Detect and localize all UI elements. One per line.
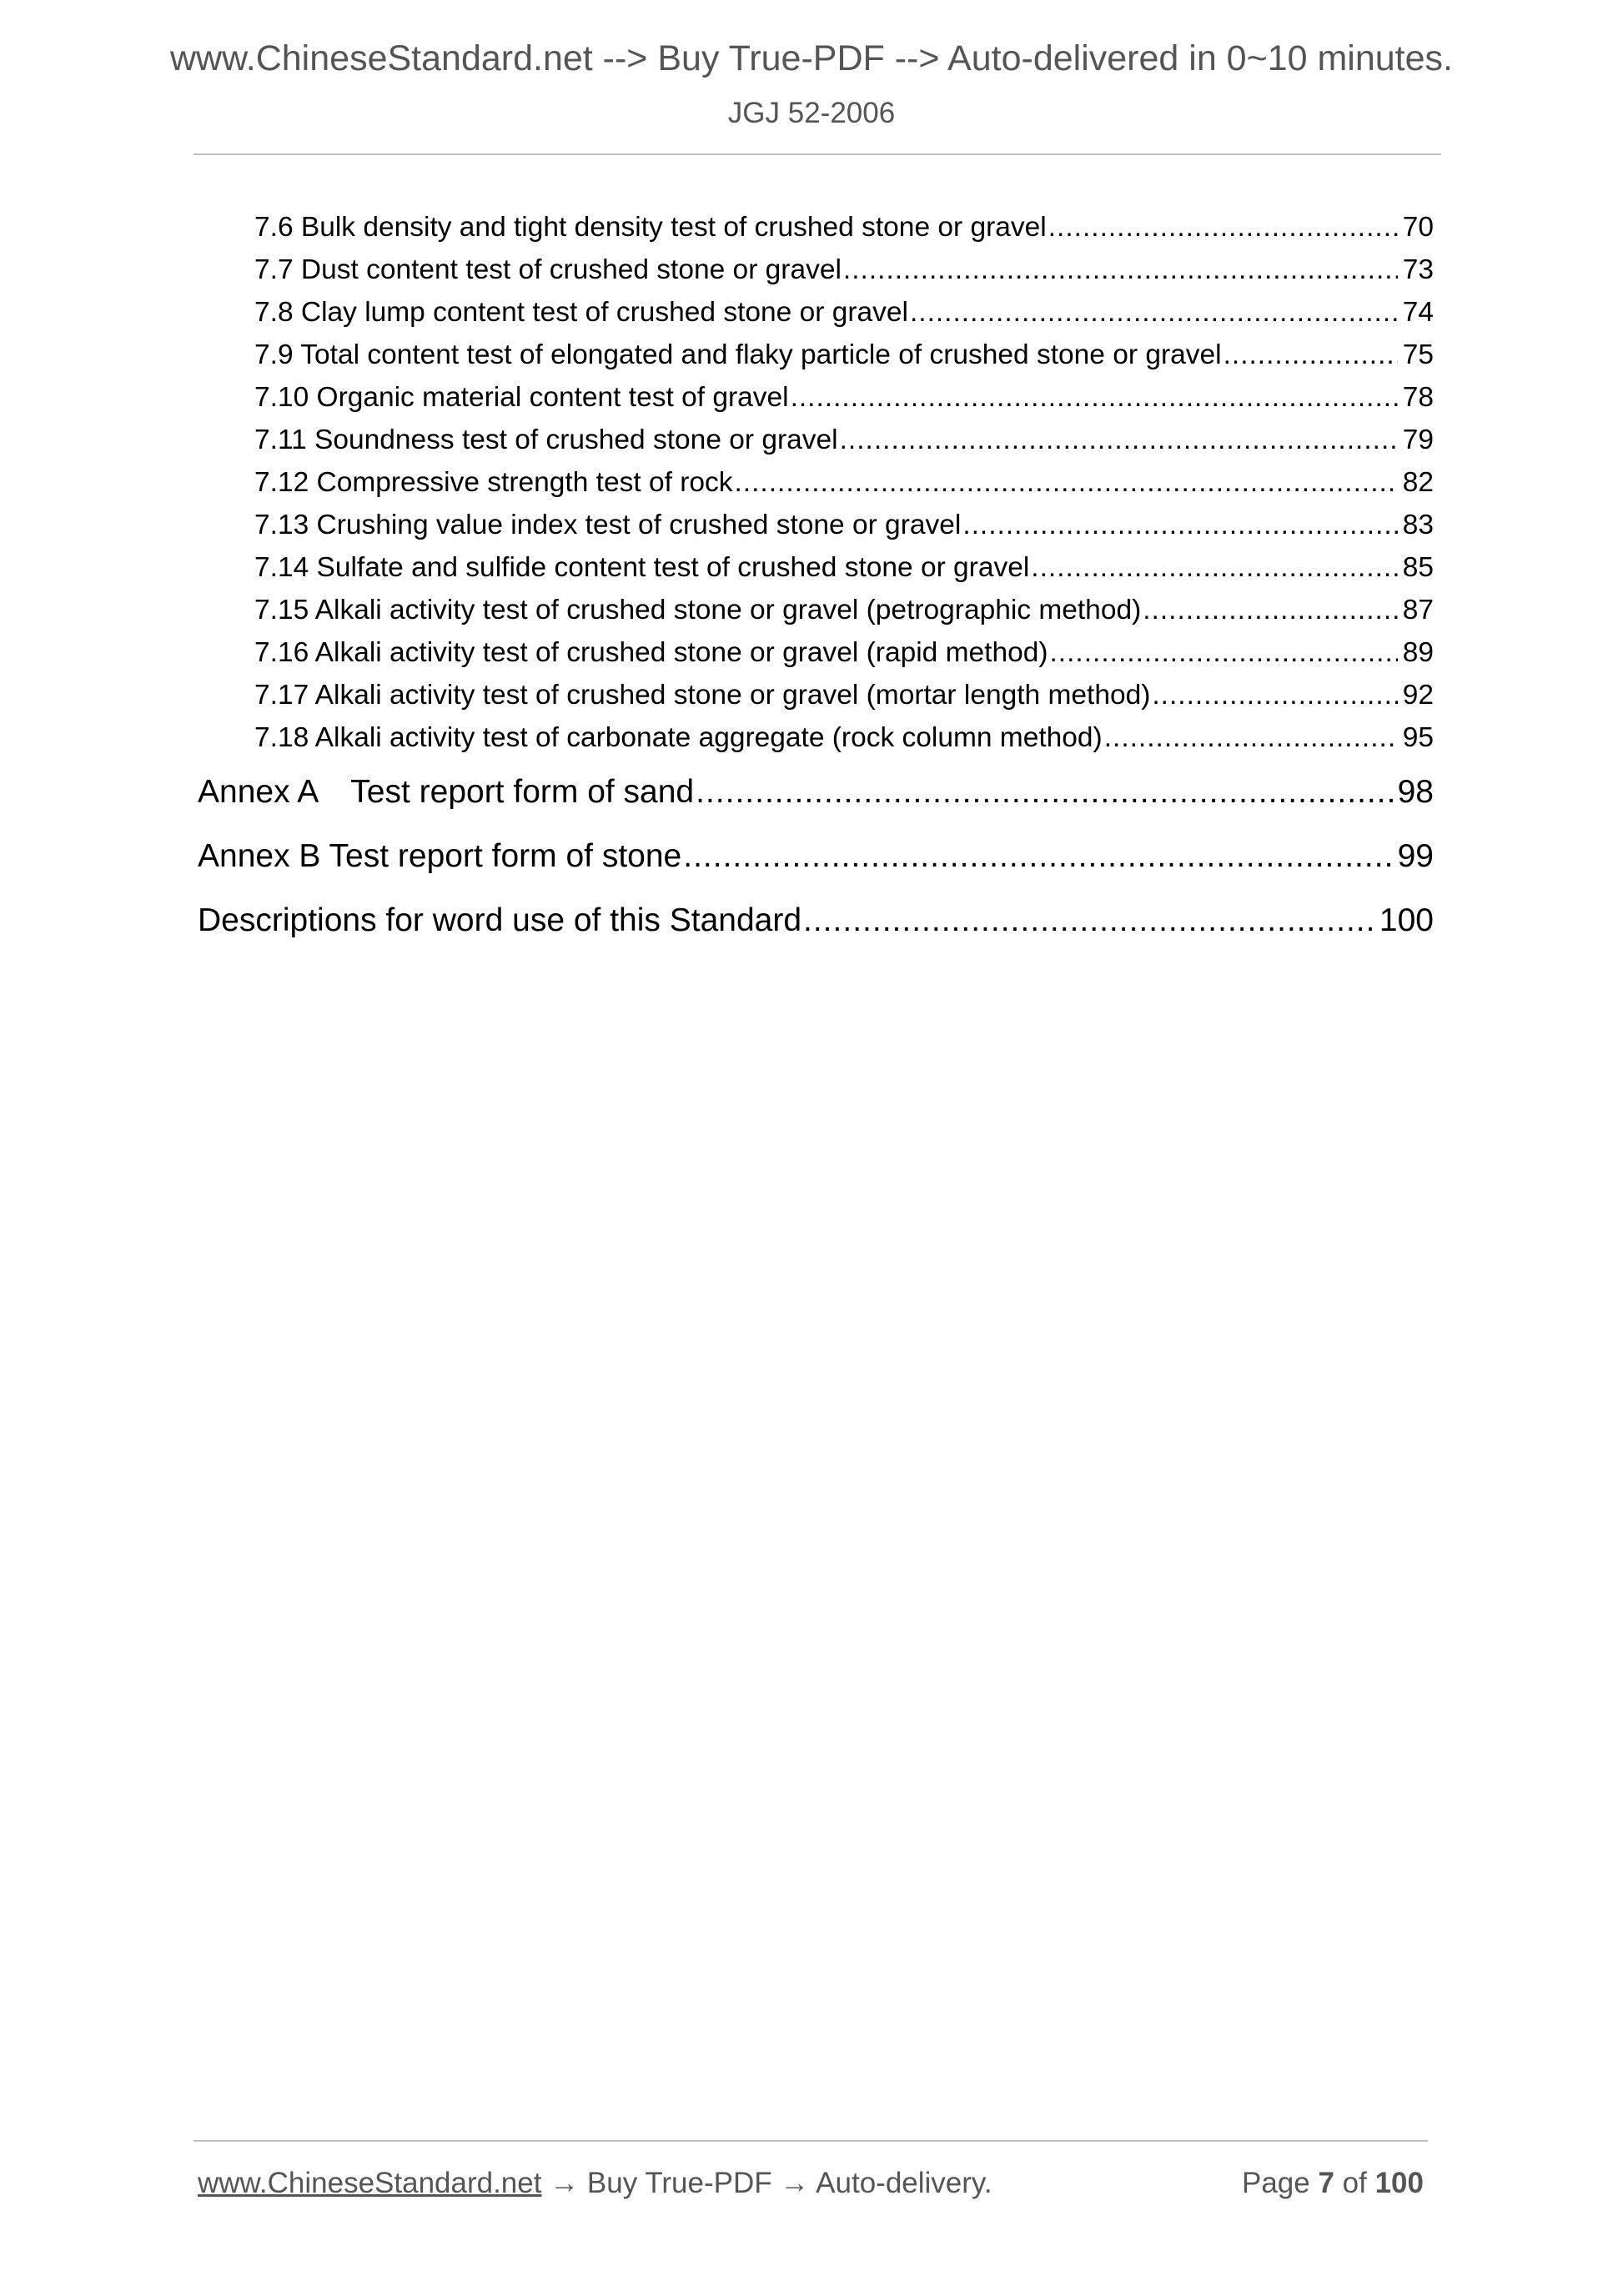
toc-entry-7-9[interactable] [254, 336, 1434, 374]
toc-entry-title: Descriptions for word use of this Standard [198, 902, 802, 938]
toc-entry-word-use[interactable] [198, 898, 1434, 943]
toc-entry-title: 7.10 Organic material content test of gravel [254, 382, 789, 413]
toc-entry-page: 87 [1402, 595, 1434, 625]
header-banner: www.ChineseStandard.net --> Buy True-PDF --> Auto-delivered in 0~10 minutes. [169, 38, 1453, 78]
document-code: JGJ 52-2006 [727, 97, 896, 129]
toc-entry-page: 82 [1402, 467, 1434, 498]
toc-leader-dots [683, 834, 1392, 879]
toc-entry-page: 83 [1402, 510, 1434, 540]
toc-entry-7-10[interactable] [254, 379, 1434, 417]
toc-entry-title: 7.14 Sulfate and sulfide content test of crushed stone or gravel [254, 552, 1030, 583]
toc-entry-page: 74 [1402, 297, 1434, 328]
toc-entry-label: Annex A [198, 774, 319, 810]
toc-entry-title [198, 770, 694, 815]
toc-entry-7-15[interactable] [254, 591, 1434, 630]
toc-entry-page: 73 [1402, 254, 1434, 285]
toc-entry-title: 7.9 Total content test of elongated and flaky particle of crushed stone or gravel [254, 339, 1222, 370]
toc-leader-dots [696, 770, 1392, 815]
footer-site-link[interactable]: www.ChineseStandard.net [198, 2167, 542, 2199]
total-pages-number: 100 [1374, 2167, 1424, 2199]
toc-entry-page: 95 [1402, 722, 1434, 753]
toc-entry-title-text: Test report form of sand [350, 774, 695, 810]
toc-entry-title: Annex B Test report form of stone [198, 838, 682, 874]
toc-entry-title: 7.12 Compressive strength test of rock [254, 467, 733, 498]
toc-entry-7-17[interactable] [254, 676, 1434, 715]
toc-entry-7-7[interactable] [254, 251, 1434, 289]
toc-entry-7-14[interactable] [254, 549, 1434, 587]
toc-entry-annex-a[interactable] [198, 770, 1434, 815]
toc-leader-dots [1104, 719, 1398, 757]
toc-entry-title: 7.7 Dust content test of crushed stone or gravel [254, 254, 842, 285]
page-word: Page [1241, 2167, 1310, 2199]
toc-entry-page: 92 [1402, 680, 1434, 711]
toc-leader-dots [1050, 634, 1398, 672]
toc-entry-7-16[interactable] [254, 634, 1434, 672]
toc-entry-title: 7.16 Alkali activity test of crushed stone or gravel (rapid method) [254, 637, 1048, 668]
footer-tagline: → Buy True-PDF → Auto-delivery. [541, 2167, 992, 2199]
toc-entry-page: 78 [1402, 382, 1434, 413]
toc-leader-dots [1031, 549, 1397, 587]
toc-leader-dots [1152, 676, 1397, 715]
toc-leader-dots [910, 294, 1398, 332]
toc-entry-7-11[interactable] [254, 421, 1434, 460]
toc-entry-7-13[interactable] [254, 506, 1434, 545]
toc-leader-dots [803, 898, 1374, 943]
toc-entry-page: 85 [1402, 552, 1434, 583]
toc-entry-title: 7.18 Alkali activity test of carbonate aggregate (rock column method) [254, 722, 1103, 753]
toc-leader-dots [1143, 591, 1398, 630]
page-indicator [1242, 2160, 1424, 2207]
toc-entry-page: 98 [1397, 774, 1434, 810]
toc-leader-dots [734, 464, 1397, 502]
toc-entry-title: 7.15 Alkali activity test of crushed stone or gravel (petrographic method) [254, 595, 1142, 625]
toc-entry-title: 7.13 Crushing value index test of crushed stone or gravel [254, 510, 962, 540]
header-divider [193, 153, 1441, 155]
toc-entry-title: 7.11 Soundness test of crushed stone or gravel [254, 425, 838, 455]
toc-entry-7-8[interactable] [254, 294, 1434, 332]
toc-entry-7-6[interactable] [254, 208, 1434, 247]
toc-entry-7-12[interactable] [254, 464, 1434, 502]
toc-entry-page: 100 [1379, 902, 1434, 938]
toc-entry-page: 99 [1397, 838, 1434, 874]
toc-entry-title: 7.8 Clay lump content test of crushed stone or gravel [254, 297, 908, 328]
toc-entry-title: 7.17 Alkali activity test of crushed stone or gravel (mortar length method) [254, 680, 1151, 711]
toc-entry-page: 75 [1402, 339, 1434, 370]
toc-entry-page: 89 [1402, 637, 1434, 668]
footer-promo [198, 2160, 992, 2207]
toc-entry-page: 79 [1402, 425, 1434, 455]
toc-entry-title: 7.6 Bulk density and tight density test of crushed stone or gravel [254, 212, 1047, 243]
footer-divider [193, 2140, 1428, 2142]
toc-entry-page: 70 [1402, 212, 1434, 243]
toc-leader-dots [1224, 336, 1398, 374]
toc-leader-dots [791, 379, 1398, 417]
toc-entry-annex-b[interactable] [198, 834, 1434, 879]
current-page-number: 7 [1318, 2167, 1334, 2199]
toc-entry-7-18[interactable] [254, 719, 1434, 757]
toc-leader-dots [840, 421, 1398, 460]
page-footer [198, 2160, 1424, 2207]
of-word: of [1342, 2167, 1367, 2199]
toc-leader-dots [1048, 208, 1398, 247]
toc-leader-dots [843, 251, 1398, 289]
toc-leader-dots [962, 506, 1397, 545]
